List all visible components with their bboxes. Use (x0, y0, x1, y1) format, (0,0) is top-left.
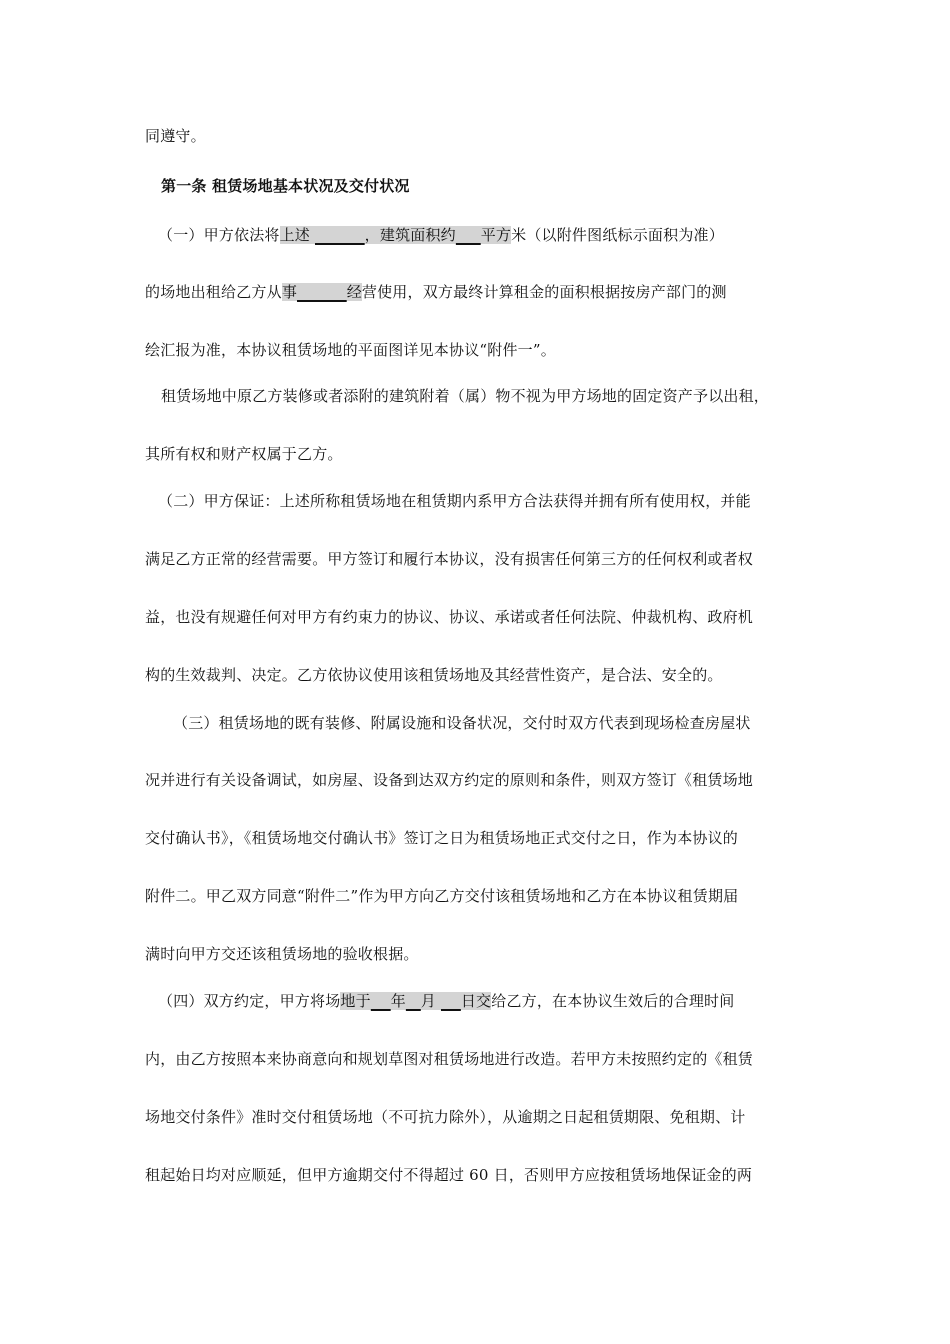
text-line: 绘汇报为准，本协议租赁场地的平面图详见本协议“附件一”。 (145, 341, 556, 359)
text-line: 交付确认书》，《租赁场地交付确认书》签订之日为租赁场地正式交付之日，作为本协议的 (145, 829, 739, 847)
text-line: 况并进行有关设备调试，如房屋、设备到达双方约定的原则和条件，则双方签订《租赁场地 (145, 771, 754, 789)
text-line: 满时向甲方交还该租赁场地的验收根据。 (145, 945, 419, 963)
highlight: 年 (390, 992, 406, 1010)
highlight: 事 (281, 283, 298, 301)
highlight: 平方 (480, 226, 512, 244)
blank-field-month[interactable] (406, 992, 421, 1010)
highlight: 经 (346, 283, 362, 301)
text-line: 内，由乙方按照本来协商意向和规划草图对租赁场地进行改造。若甲方未按照约定的《租赁 (145, 1050, 754, 1068)
highlight: 日交 (460, 992, 492, 1010)
article-1-heading: 第一条 租赁场地基本状况及交付状况 (161, 177, 410, 195)
highlight: 上述 (279, 226, 315, 244)
text: 给乙方，在本协议生效后的合理时间 (491, 992, 735, 1010)
blank-field-business[interactable] (297, 283, 347, 301)
text: （四）双方约定，甲方将场 (158, 992, 341, 1010)
text-line: 满足乙方正常的经营需要。甲方签订和履行本协议，没有损害任何第三方的任何权利或者权 (145, 550, 754, 568)
text-line: （二）甲方保证：上述所称租赁场地在租赁期内系甲方合法获得并拥有所有使用权，并能 (158, 492, 751, 510)
highlight: 地于 (340, 992, 371, 1010)
text: 米（以附件图纸标示面积为准） (511, 226, 724, 244)
text-line: 构的生效裁判、决定。乙方依协议使用该租赁场地及其经营性资产，是合法、安全的。 (145, 666, 723, 684)
text-line: 益，也没有规避任何对甲方有约束力的协议、协议、承诺或者任何法院、仲裁机构、政府机 (145, 608, 754, 626)
text-line: 场地交付条件》准时交付租赁场地（不可抗力除外），从逾期之日起租赁期限、免租期、计 (145, 1108, 746, 1126)
blank-field-area[interactable] (456, 226, 481, 244)
blank-field-premises[interactable] (315, 226, 365, 244)
text: （一）甲方依法将 (158, 226, 280, 244)
highlight: 月 (420, 992, 441, 1010)
blank-field-day[interactable] (441, 992, 461, 1010)
text-line: 租起始日均对应顺延，但甲方逾期交付不得超过 60 日，否则甲方应按租赁场地保证金的两 (145, 1166, 753, 1184)
clause-1-line (158, 225, 724, 245)
text-line: （三）租赁场地的既有装修、附属设施和设备状况，交付时双方代表到现场检查房屋状 (173, 714, 751, 732)
text-line: 附件二。甲乙双方同意“附件二”作为甲方向乙方交付该租赁场地和乙方在本协议租赁期届 (145, 887, 739, 905)
highlight: ，建筑面积约 (364, 226, 456, 244)
clause-1-line (145, 282, 727, 302)
blank-field-year[interactable] (371, 992, 391, 1010)
clause-4-line (158, 991, 734, 1011)
text: 的场地出租给乙方从 (145, 283, 282, 301)
text-line: 其所有权和财产权属于乙方。 (145, 445, 343, 463)
text: 营使用，双方最终计算租金的面积根据按房产部门的测 (361, 283, 727, 301)
text-line: 租赁场地中原乙方装修或者添附的建筑附着（属）物不视为甲方场地的固定资产予以出租， (161, 387, 770, 405)
text-line: 同遵守。 (145, 127, 206, 145)
